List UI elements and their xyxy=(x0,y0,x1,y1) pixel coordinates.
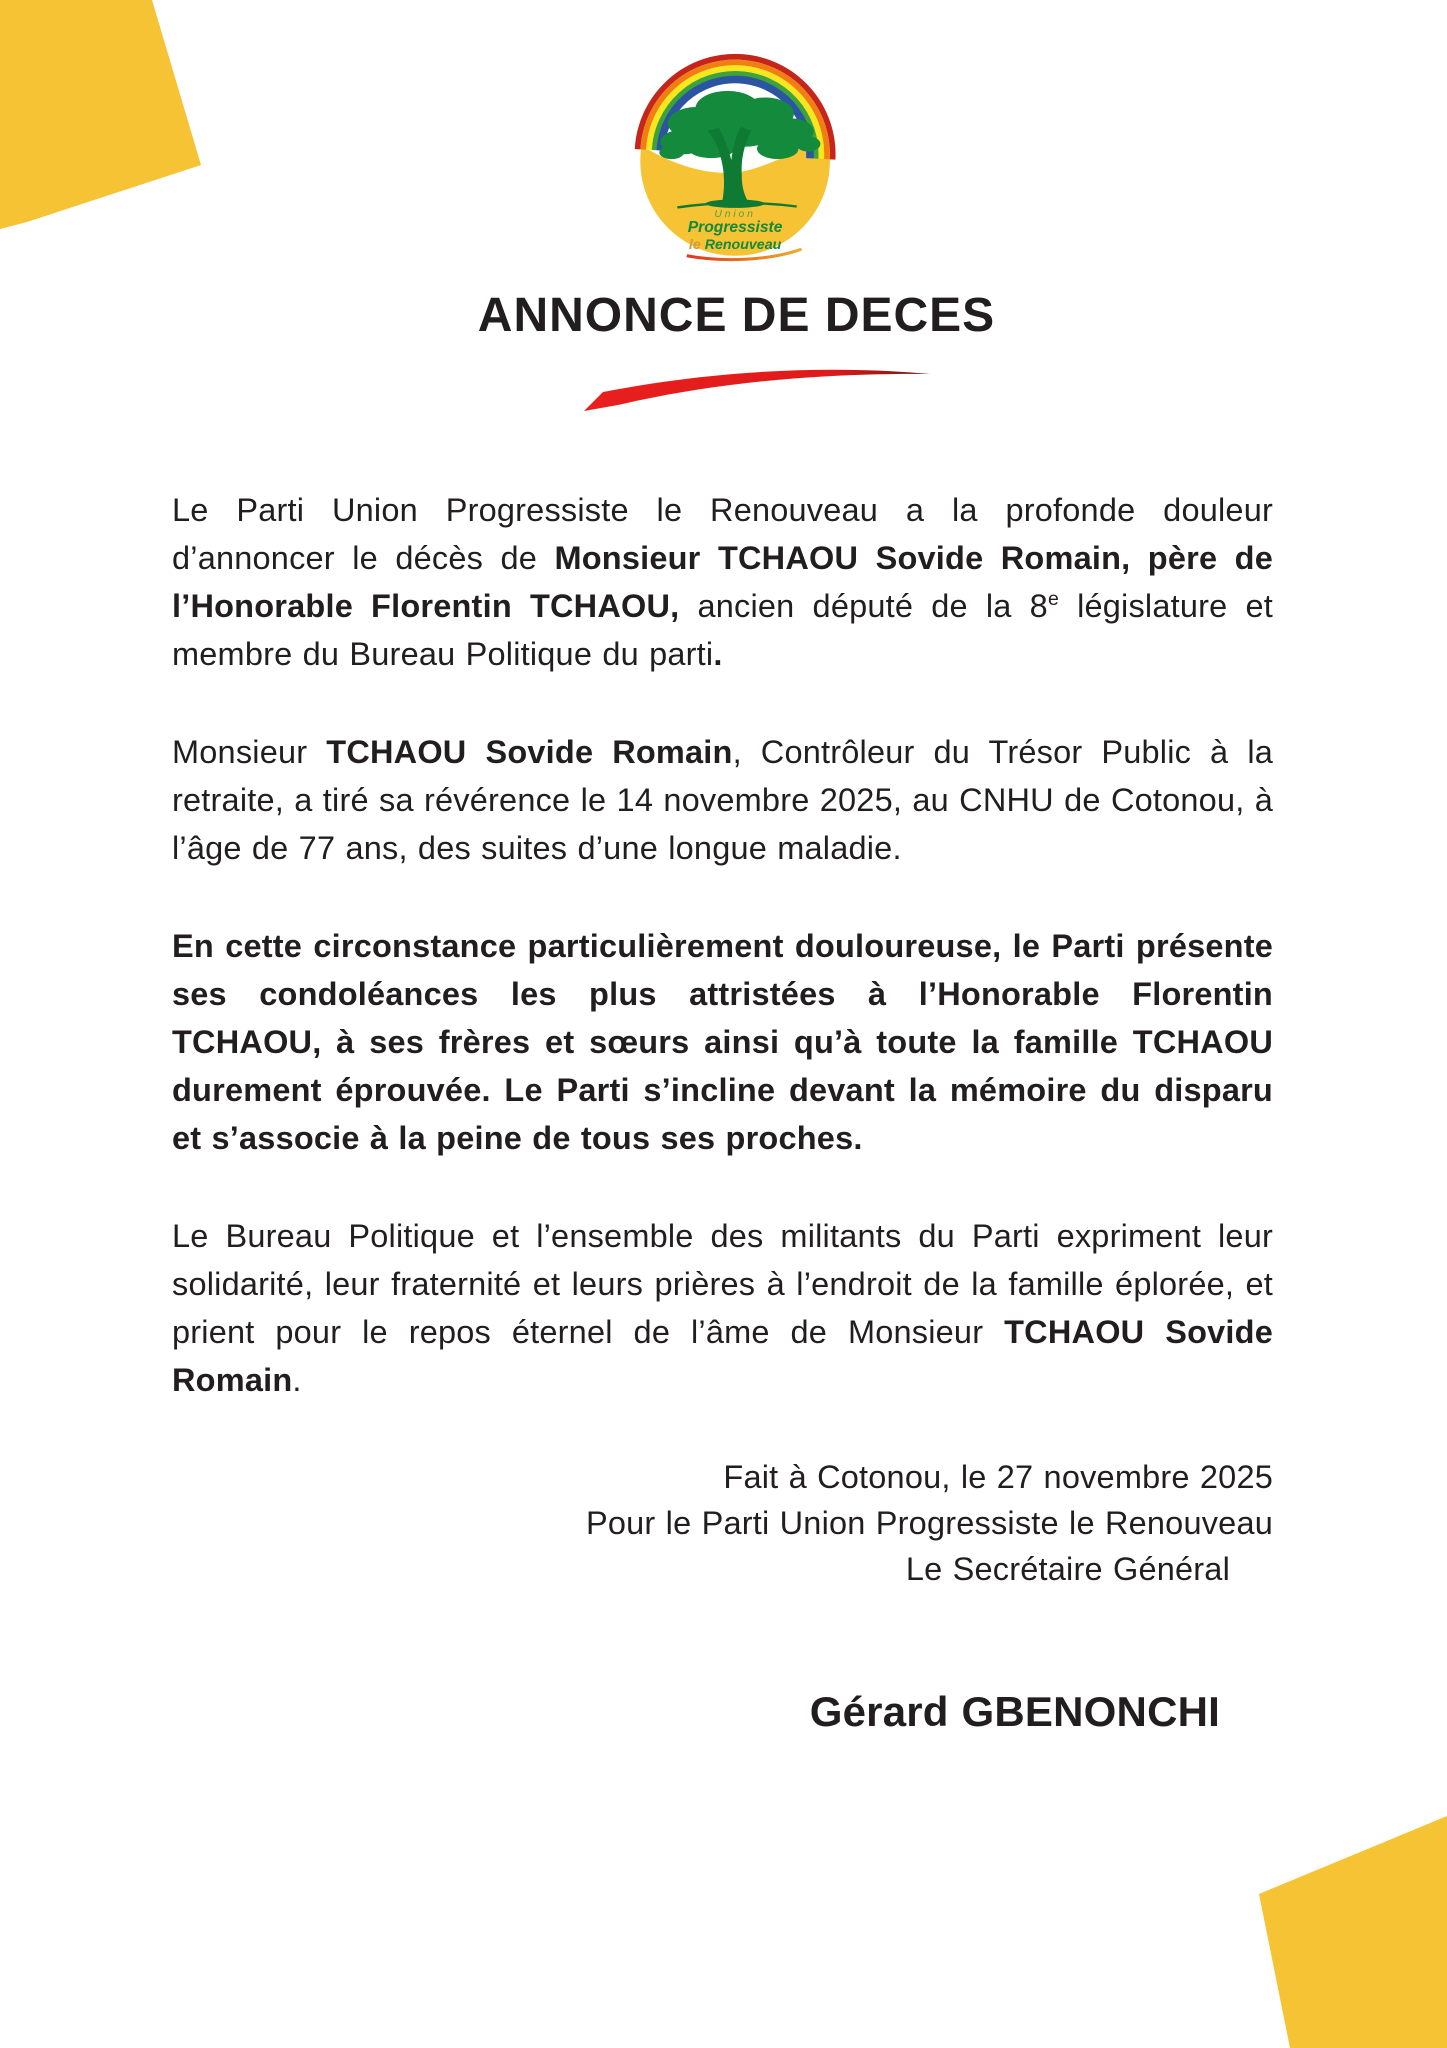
red-swoosh-divider xyxy=(566,360,946,420)
announcement-body xyxy=(172,486,1273,1736)
paragraph-condolences: En cette circonstance particulièrement douloureuse, le Parti présente ses condoléances les plus attristées à l’Honorable Florentin TCHAOU, à ses frères et sœurs ainsi qu’à toute la famille TCHAOU durement éprouvée. Le Parti s’incline devant la mémoire du disparu et s’associe à la peine de tous ses proches. xyxy=(172,928,1273,1156)
corner-decoration-top-left xyxy=(0,0,210,235)
paragraph-deceased-details: Monsieur TCHAOU Sovide Romain, Contrôleur du Trésor Public à la retraite, a tiré sa révérence le 14 novembre 2025, au CNHU de Cotonou, à l’âge de 77 ans, des suites d’une longue maladie. xyxy=(172,734,1274,866)
logo-wordmark-progressiste: Progressiste xyxy=(687,219,783,237)
logo-wordmark-union: Union xyxy=(714,208,756,220)
closing-on-behalf: Pour le Parti Union Progressiste le Renouveau xyxy=(585,1505,1273,1541)
closing-place-date: Fait à Cotonou, le 27 novembre 2025 xyxy=(723,1459,1273,1495)
corner-decoration-bottom-right xyxy=(1247,1813,1447,2048)
closing-block xyxy=(172,1454,1273,1592)
party-logo xyxy=(628,52,846,270)
closing-role: Le Secrétaire Général xyxy=(905,1551,1230,1587)
page-title: ANNONCE DE DECES xyxy=(477,289,996,342)
paragraph-intro: Le Parti Union Progressiste le Renouveau a la profonde douleur d’annoncer le décès de Monsieur TCHAOU Sovide Romain, père de l’Honorable Florentin TCHAOU, ancien député de la 8e législature et membre du Bureau Politique du parti. xyxy=(172,492,1273,672)
logo-wordmark-renouveau: le Renouveau xyxy=(688,237,782,254)
paragraph-bureau-politique: Le Bureau Politique et l’ensemble des militants du Parti expriment leur solidarité, leur fraternité et leurs prières à l’endroit de la famille éplorée, et prient pour le repos éternel de l’âme de Monsieur TCHAOU Sovide Romain. xyxy=(172,1218,1273,1398)
signature-name: Gérard GBENONCHI xyxy=(809,1688,1220,1735)
